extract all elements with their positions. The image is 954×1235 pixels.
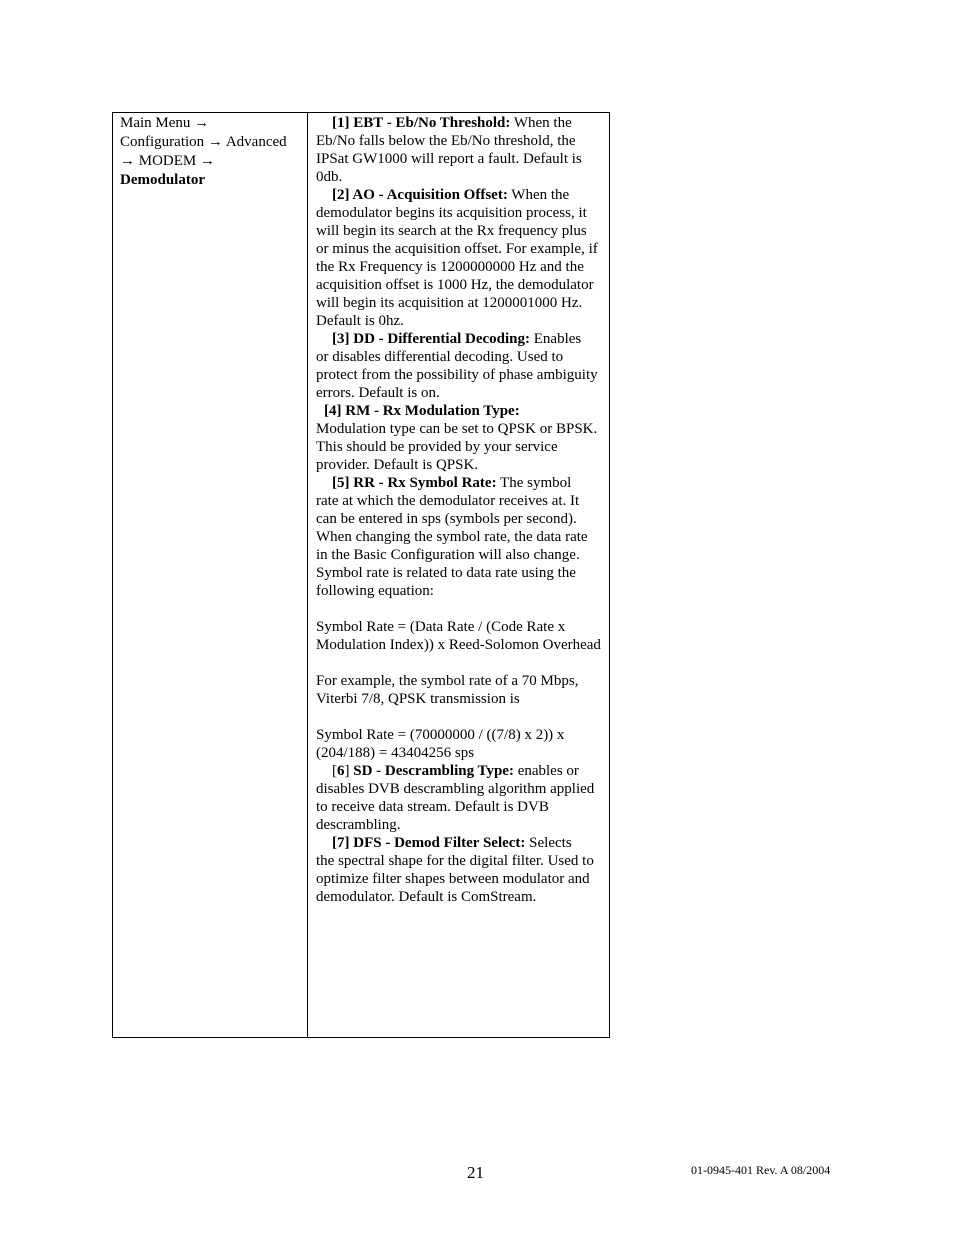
item-rr: [5] RR - Rx Symbol Rate: The symbol — [332, 475, 572, 491]
item-dd: [3] DD - Differential Decoding: Enables — [332, 331, 582, 347]
description-cell — [308, 113, 609, 1037]
item-ebt-text: Eb/No falls below the Eb/No threshold, the IPSat GW1000 will report a fault. Default is 0db. — [316, 133, 582, 185]
menu-table — [112, 112, 610, 1038]
item-ao-text: demodulator begins its acquisition process, it will begin its search at the Rx frequency plus or minus the acquisition offset. For example, if the Rx Frequency is 1200000000 Hz and the acquisition offset is 1000 Hz, the demodulator will begin its acquisition at 1200001000 Hz. Default is 0hz. — [316, 205, 598, 329]
equation-example: Symbol Rate = (70000000 / ((7/8) x 2)) x (204/188) = 43404256 sps — [316, 727, 565, 761]
item-dd-text: or disables differential decoding. Used to protect from the possibility of phase ambiguity errors. Default is on. — [316, 349, 598, 401]
item-rm-text: Modulation type can be set to QPSK or BPSK. This should be provided by your service provider. Default is QPSK. — [316, 421, 598, 473]
item-ebt: [1] EBT - Eb/No Threshold: When the — [332, 115, 572, 131]
menu-path-line: Main Menu → — [120, 115, 210, 131]
document-reference: 01-0945-401 Rev. A 08/2004 — [691, 1163, 831, 1177]
equation-example-intro: For example, the symbol rate of a 70 Mbps, Viterbi 7/8, QPSK transmission is — [316, 673, 579, 707]
page-number: 21 — [467, 1163, 484, 1182]
item-sd-text: disables DVB descrambling algorithm applied to receive data stream. Default is DVB descrambling. — [316, 781, 595, 833]
menu-path-line: Configuration → Advanced — [120, 134, 287, 150]
item-dfs-text: the spectral shape for the digital filter. Used to optimize filter shapes between modulator and demodulator. Default is ComStream. — [316, 853, 594, 905]
menu-path-line: → MODEM → — [120, 153, 216, 169]
equation-formula: Symbol Rate = (Data Rate / (Code Rate x Modulation Index)) x Reed-Solomon Overhead — [316, 619, 601, 653]
menu-path-title: Demodulator — [120, 172, 205, 188]
item-rm: [4] RM - Rx Modulation Type: — [324, 403, 520, 419]
item-ao: [2] AO - Acquisition Offset: When the — [332, 187, 570, 203]
menu-path-cell — [113, 113, 308, 1037]
item-dfs: [7] DFS - Demod Filter Select: Selects — [332, 835, 572, 851]
item-rr-text: rate at which the demodulator receives at. It can be entered in sps (symbols per second). When changing the symbol rate, the data rate in the Basic Configuration will also change. Symbol rate is related to data rate using the following equation: — [316, 493, 588, 599]
item-sd: [6] SD - Descrambling Type: enables or — [332, 763, 579, 779]
